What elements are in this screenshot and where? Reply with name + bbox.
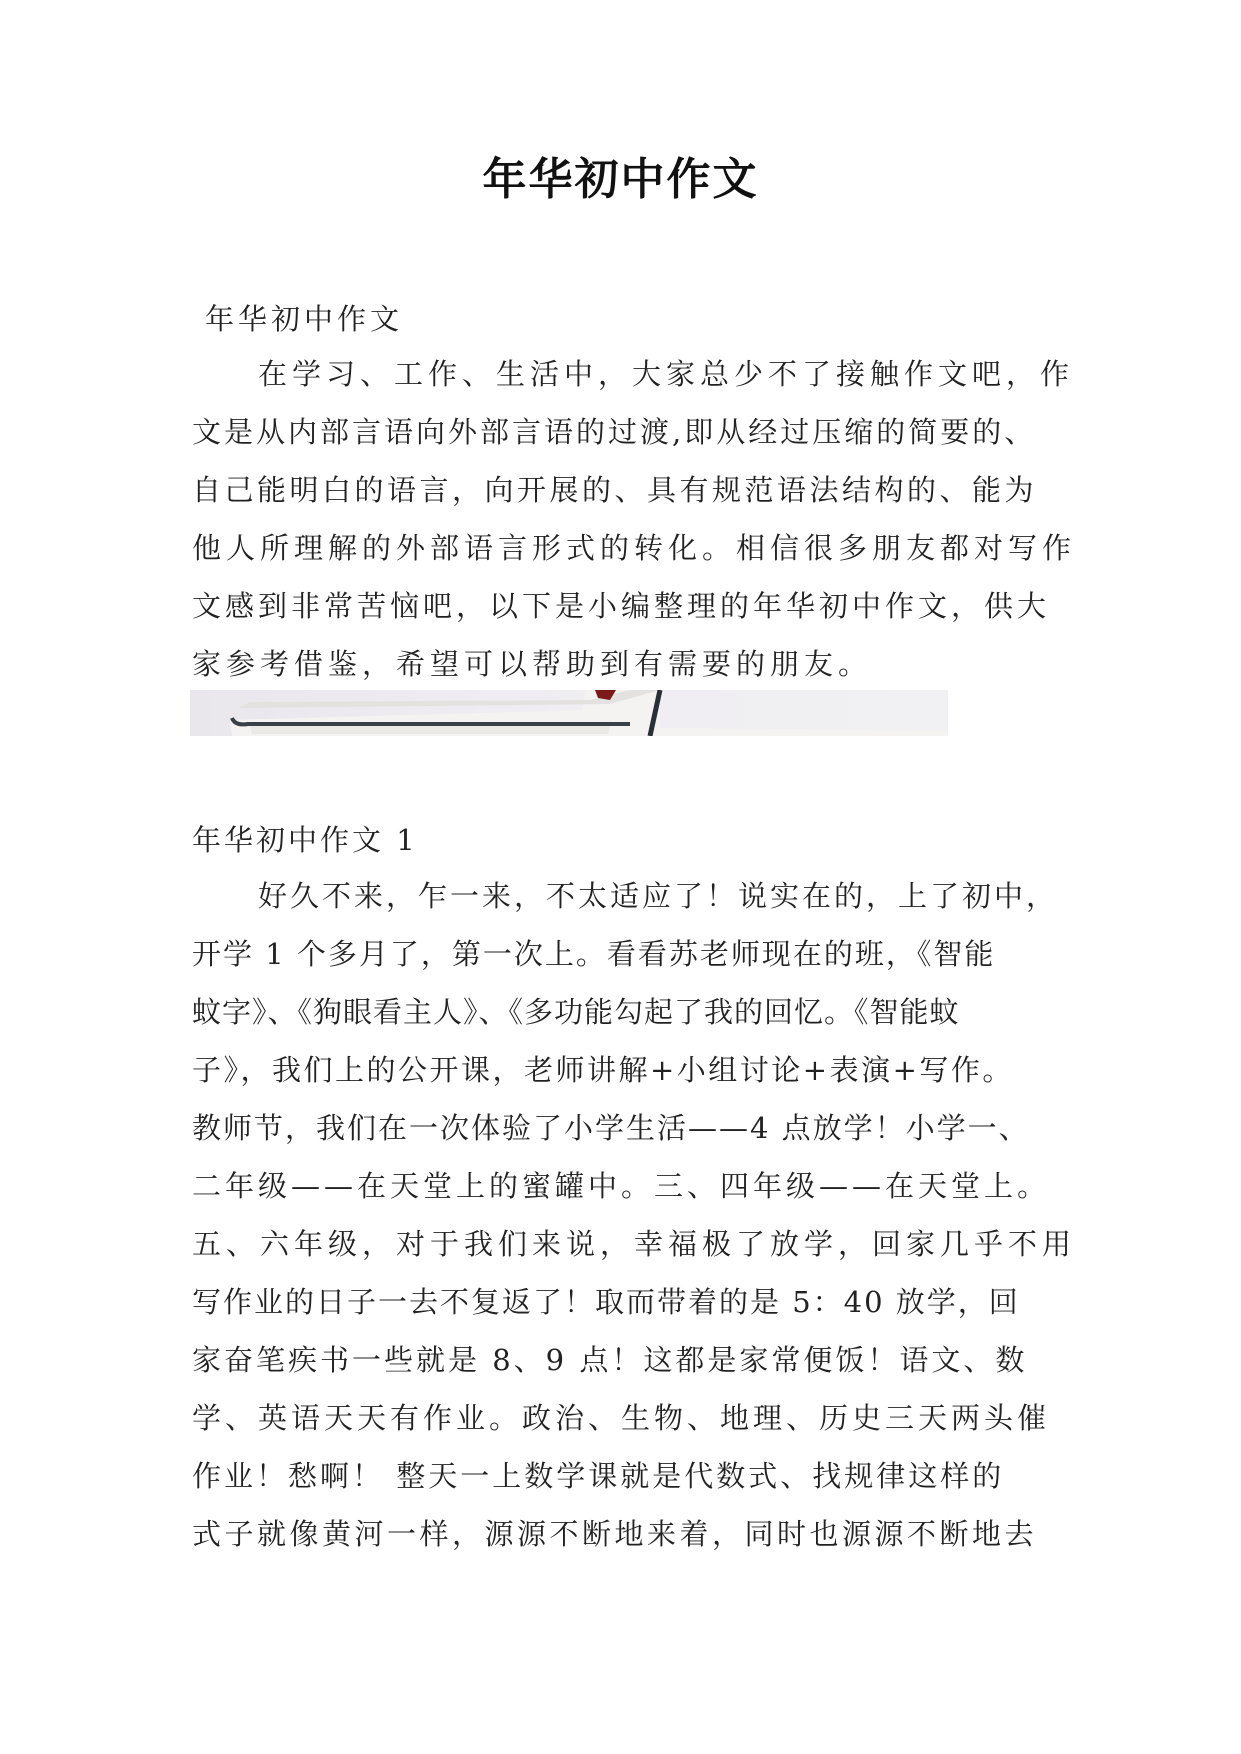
section1-line: 写作业的日子一去不复返了！取而带着的是 5：40 放学，回 (192, 1285, 1020, 1319)
section1-line: 学、英语天天有作业。政治、生物、地理、历史三天两头催 (192, 1401, 1051, 1435)
book-illustration (190, 690, 948, 736)
section1-line: 子》，我们上的公开课，老师讲解+小组讨论+表演+写作。 (192, 1053, 1014, 1087)
section1-heading: 年华初中作文 1 (192, 823, 418, 857)
section1-line: 作业！愁啊！ 整天一上数学课就是代数式、找规律这样的 (192, 1459, 1005, 1493)
intro-line: 文是从内部言语向外部言语的过渡,即从经过压缩的简要的、 (192, 415, 1037, 449)
intro-line: 在学习、工作、生活中，大家总少不了接触作文吧，作 (258, 357, 1075, 391)
section1-line: 蚊字》、《狗眼看主人》、《多功能勾起了我的回忆。《智能蚊 (192, 995, 960, 1029)
section1-line: 家奋笔疾书一些就是 8、9 点！这都是家常便饭！语文、数 (192, 1343, 1028, 1377)
section1-line: 五、六年级，对于我们来说，幸福极了放学，回家几乎不用 (192, 1227, 1077, 1261)
intro-line: 家参考借鉴，希望可以帮助到有需要的朋友。 (192, 647, 873, 681)
section1-line: 开学 1 个多月了，第一次上。看看苏老师现在的班，《智能 (192, 937, 996, 971)
section1-line: 好久不来，乍一来，不太适应了！说实在的，上了初中， (258, 879, 1059, 913)
intro-line: 自己能明白的语言，向开展的、具有规范语法结构的、能为 (192, 473, 1038, 507)
section1-line: 二年级——在天堂上的蜜罐中。三、四年级——在天堂上。 (192, 1169, 1051, 1203)
section1-line: 式子就像黄河一样，源源不断地来着，同时也源源不断地去 (192, 1517, 1038, 1551)
document-title: 年华初中作文 (482, 154, 759, 205)
section1-line: 教师节，我们在一次体验了小学生活——4 点放学！小学一、 (192, 1111, 1030, 1145)
intro-line: 文感到非常苦恼吧，以下是小编整理的年华初中作文，供大 (192, 589, 1051, 623)
intro-line: 他人所理解的外部语言形式的转化。相信很多朋友都对写作 (192, 531, 1077, 565)
intro-heading: 年华初中作文 (205, 302, 404, 336)
book-image (190, 690, 948, 736)
